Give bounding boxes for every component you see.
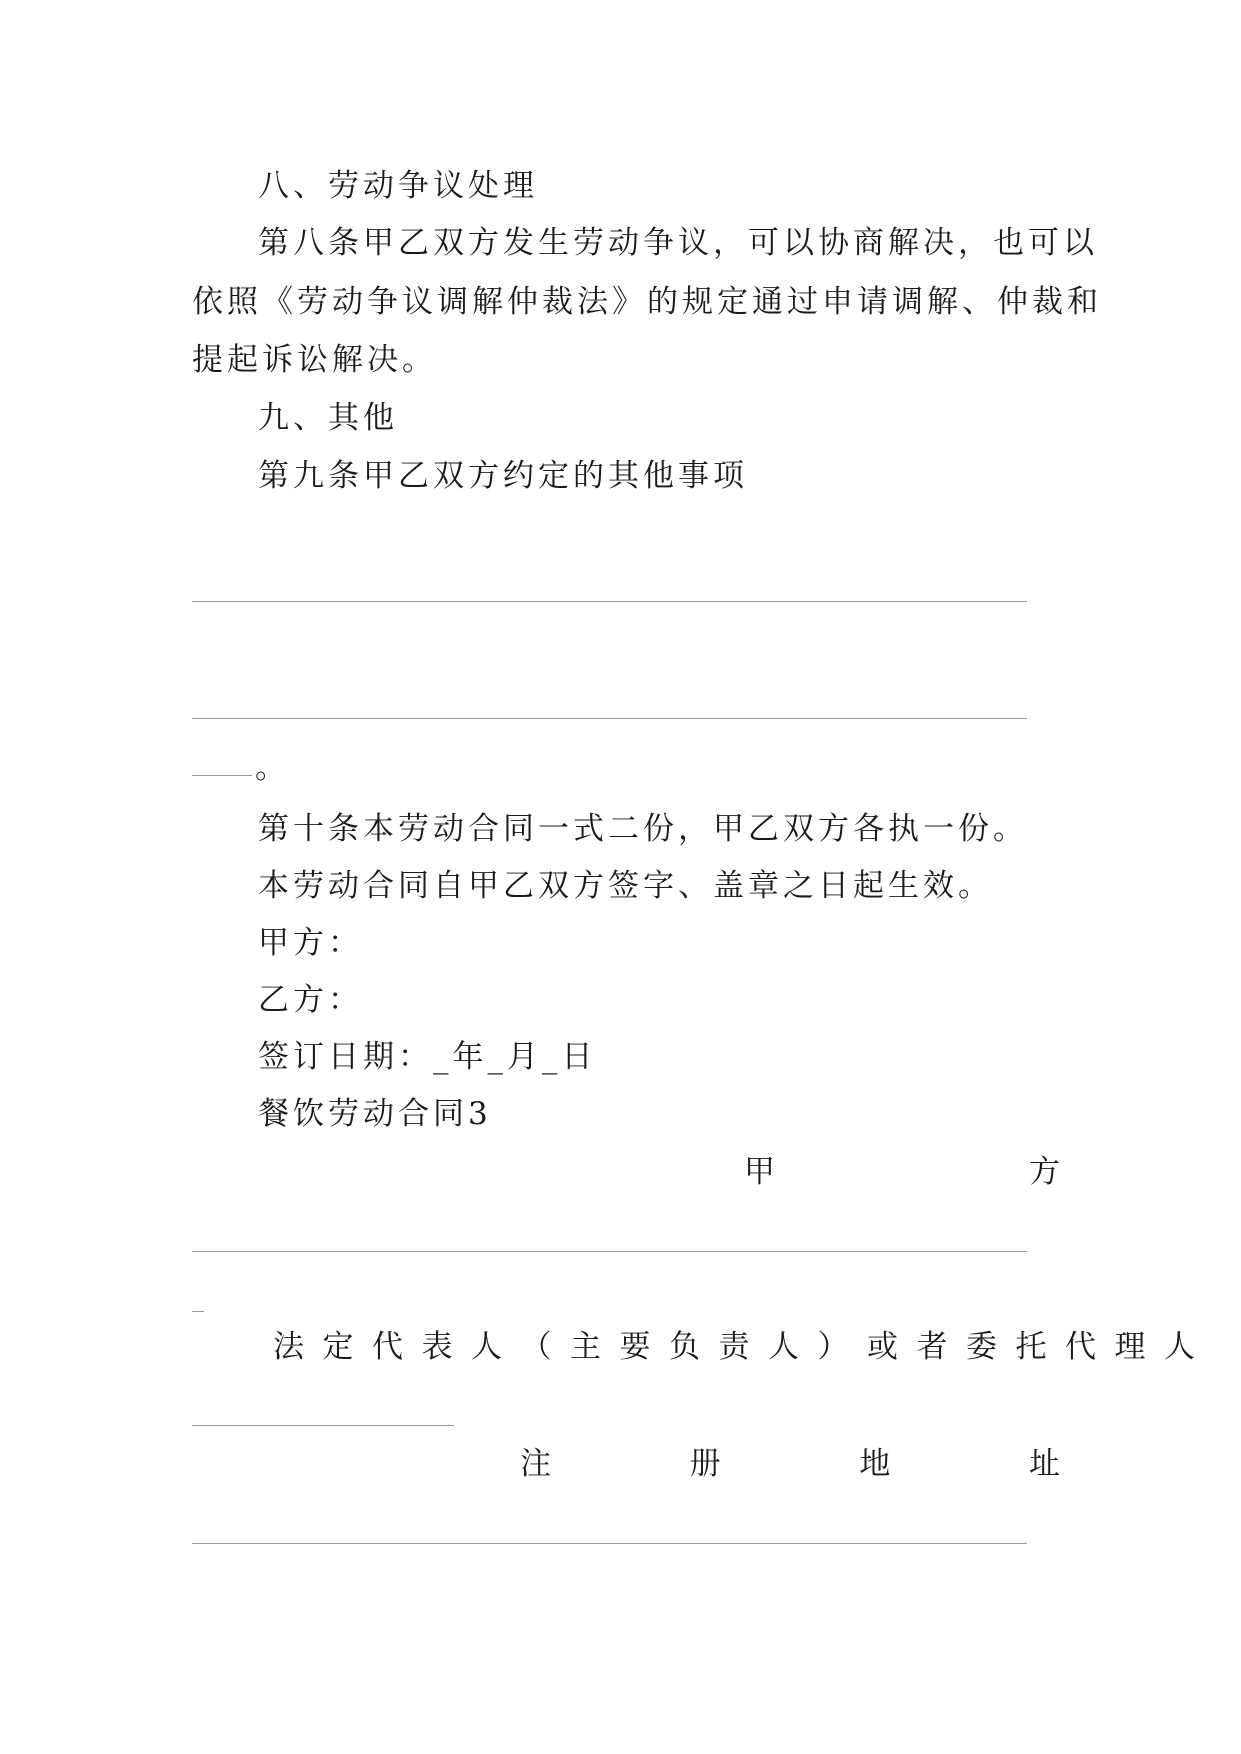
article-8-line-3: 提起诉讼解决。 (192, 342, 437, 378)
party-a-char-2: 方 (1029, 1154, 1060, 1190)
article-9-end-mark: 。 (255, 750, 290, 786)
party-a-heading (744, 1152, 1060, 1192)
article-8-line-1: 第八条甲乙双方发生劳动争议，可以协商解决，也可以 (258, 225, 1098, 261)
article-9-text: 第九条甲乙双方约定的其他事项 (258, 458, 748, 494)
signing-date: 签订日期：_年_月_日 (258, 1039, 597, 1075)
party-a-blank-line (192, 1251, 1027, 1252)
section-8-heading: 八、劳动争议处理 (258, 168, 538, 204)
representative-label: 法定代表人（主要负责人）或者委托代理人 (273, 1329, 1214, 1365)
address-char-2: 册 (689, 1446, 721, 1482)
address-char-1: 注 (520, 1446, 551, 1482)
party-b-label: 乙方： (258, 982, 363, 1018)
effective-clause: 本劳动合同自甲乙双方签字、盖章之日起生效。 (258, 868, 993, 904)
representative-blank-line (192, 1425, 454, 1426)
party-a-blank-tail (192, 1311, 204, 1312)
party-a-label: 甲方： (258, 925, 363, 961)
article-8-line-2: 依照《劳动争议调解仲裁法》的规定通过申请调解、仲裁和 (192, 284, 1102, 320)
registered-address-label (520, 1444, 1060, 1484)
blank-line-1 (192, 601, 1027, 602)
address-blank-line (192, 1543, 1027, 1544)
address-char-4: 址 (1028, 1446, 1060, 1482)
contract-3-title: 餐饮劳动合同3 (258, 1096, 492, 1132)
party-a-char-1: 甲 (744, 1154, 775, 1190)
blank-line-2 (192, 718, 1027, 719)
section-9-heading: 九、其他 (258, 400, 398, 436)
address-char-3: 地 (859, 1446, 891, 1482)
blank-line-3 (192, 775, 252, 776)
article-10-text: 第十条本劳动合同一式二份，甲乙双方各执一份。 (258, 811, 1028, 847)
